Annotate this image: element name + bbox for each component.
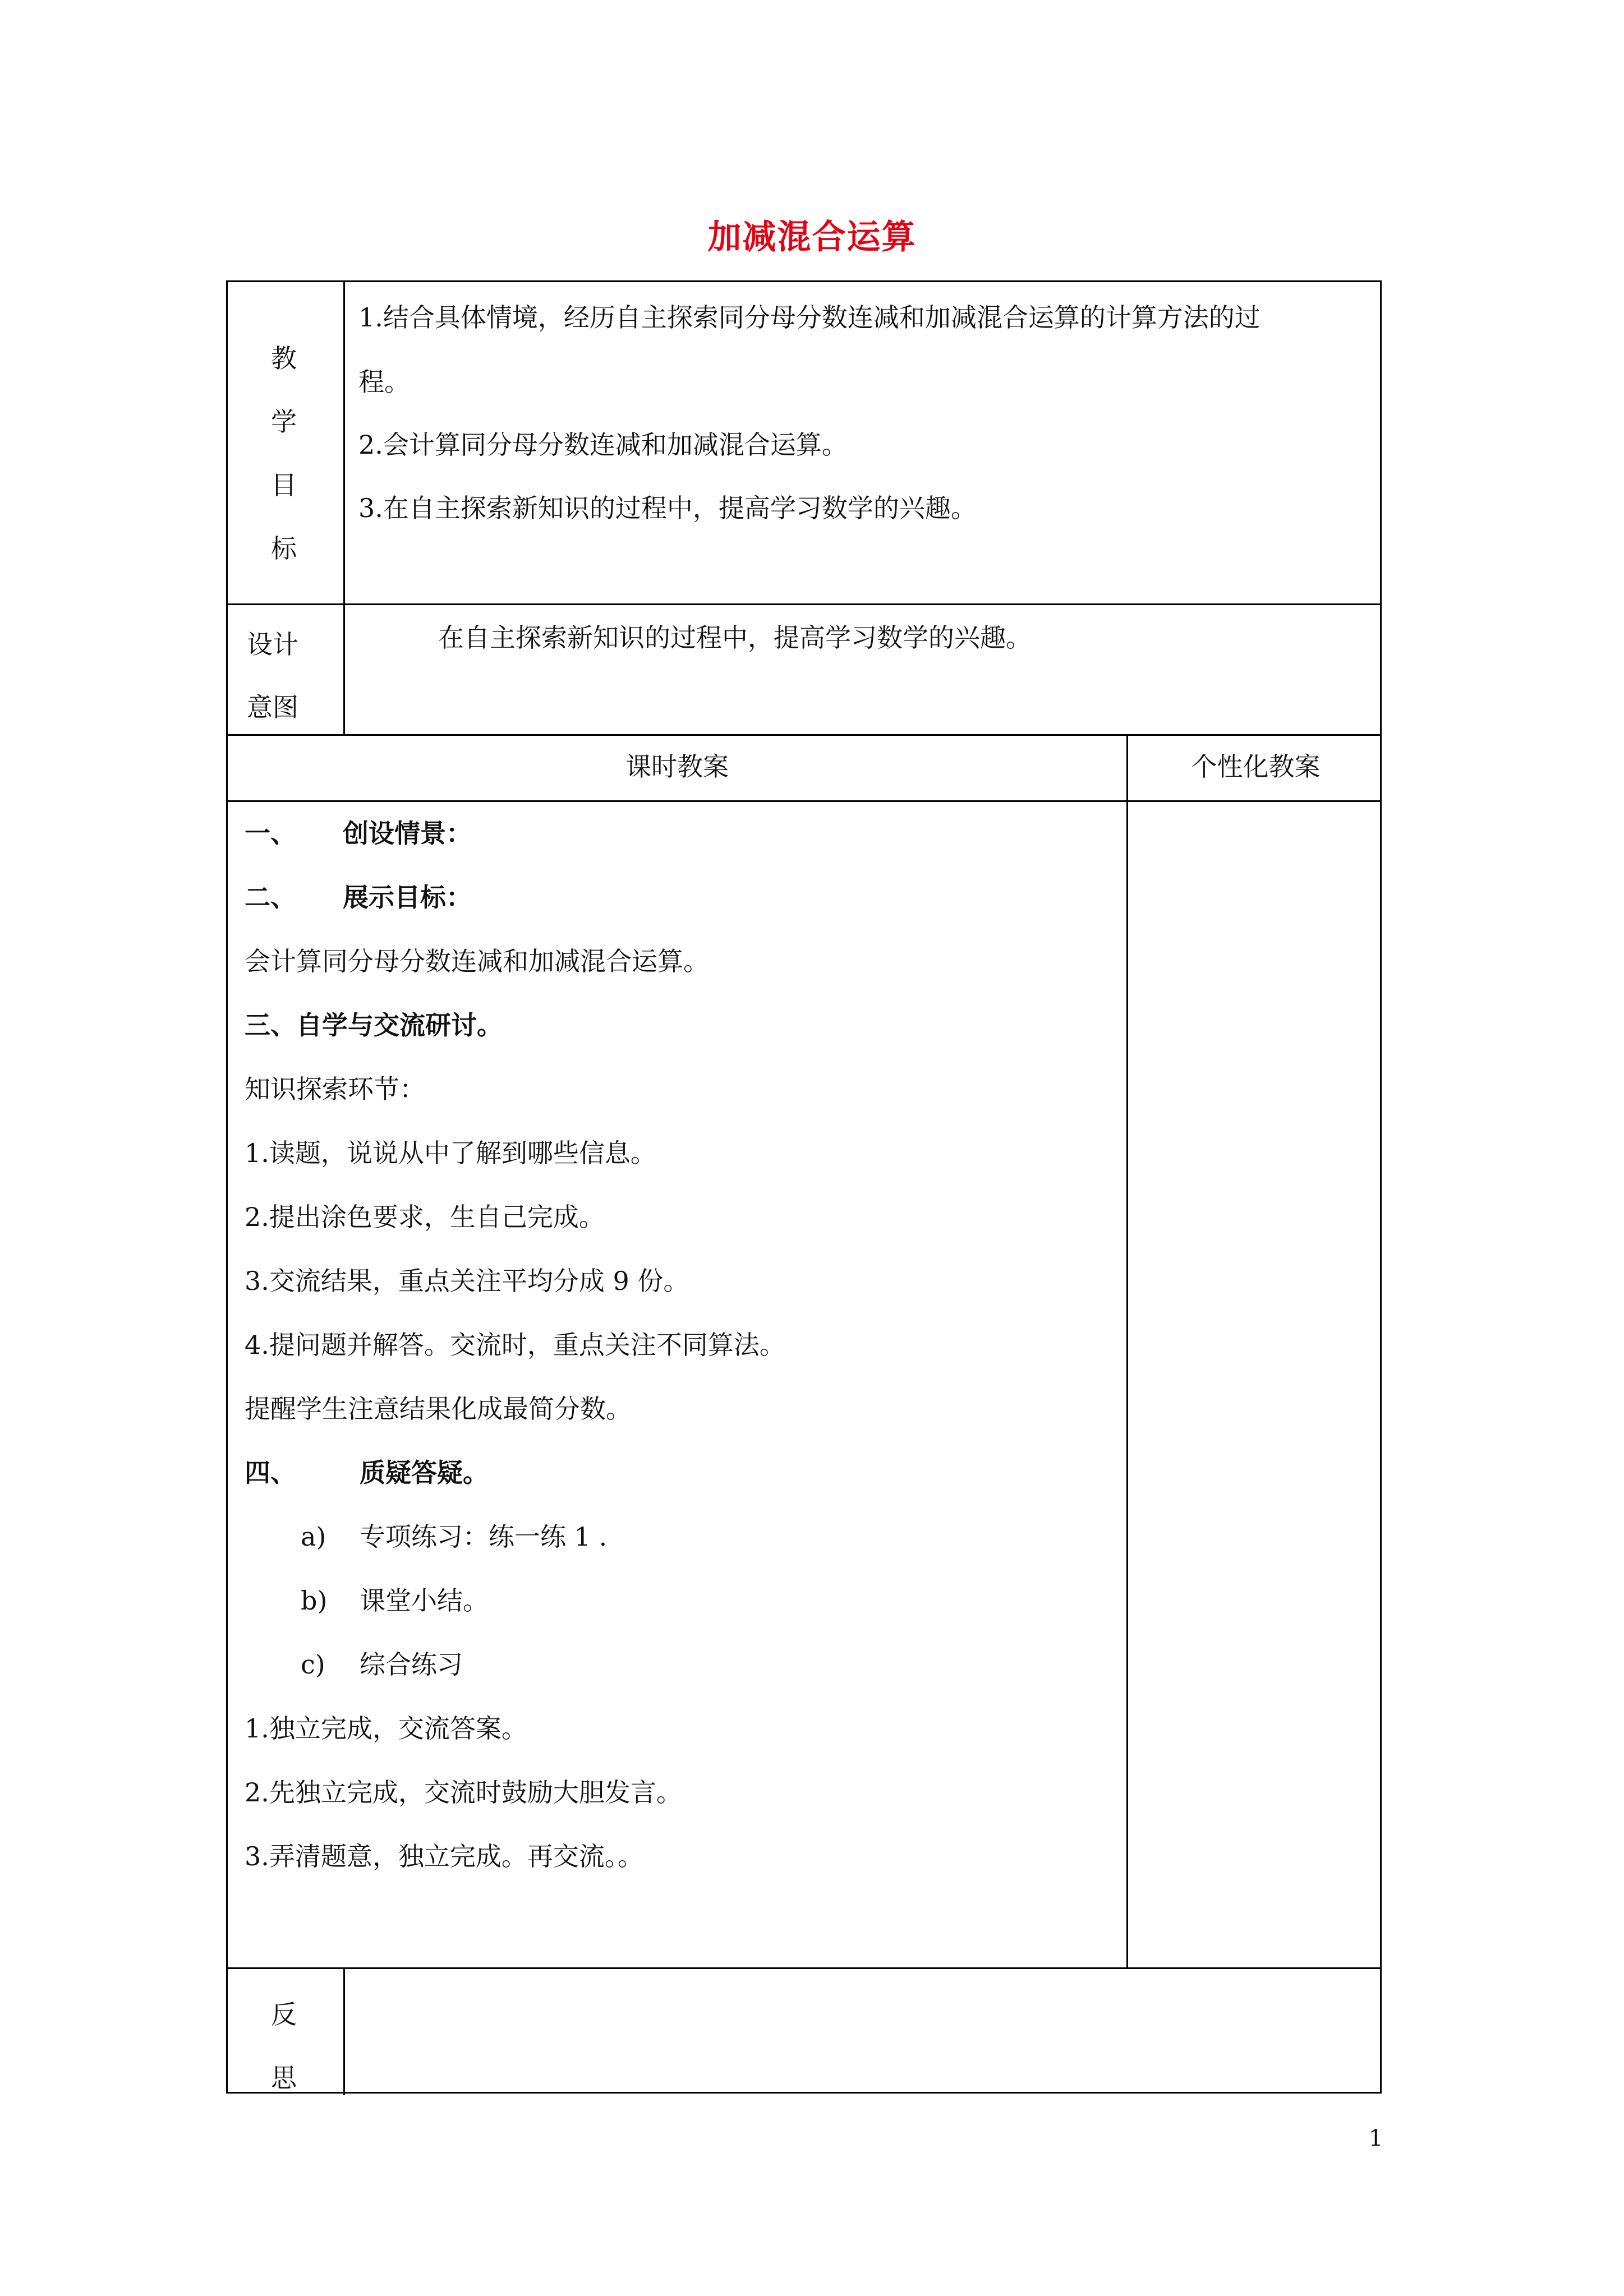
list-item: 2.先独立完成，交流时鼓励大胆发言。 xyxy=(245,1777,682,1808)
body-text: 知识探索环节： xyxy=(245,1074,425,1104)
list-item: 3.交流结果，重点关注平均分成 9 份。 xyxy=(245,1266,689,1296)
section-title: 展示目标： xyxy=(343,882,472,912)
section-number: 一、 xyxy=(245,818,296,849)
design-text: 在自主探索新知识的过程中，提高学习数学的兴趣。 xyxy=(438,623,1032,653)
section-number: 二、 xyxy=(245,882,296,912)
header-lesson-plan: 课时教案 xyxy=(625,751,729,782)
sub-item-marker: b) xyxy=(301,1585,328,1616)
body-text: 会计算同分母分数连减和加减混合运算。 xyxy=(245,946,709,976)
reflection-label: 反 思 xyxy=(271,1999,297,2093)
objectives-label: 教 学 目 标 xyxy=(271,343,297,564)
lesson-plan-table xyxy=(226,280,1382,2094)
objective-line: 2.会计算同分母分数连减和加减混合运算。 xyxy=(358,430,848,460)
row-divider xyxy=(228,734,1380,736)
section-title: 质疑答疑。 xyxy=(360,1458,489,1488)
row-divider xyxy=(228,800,1380,802)
section-title: 创设情景： xyxy=(343,818,472,849)
list-item: 4.提问题并解答。交流时，重点关注不同算法。 xyxy=(245,1330,785,1360)
column-divider xyxy=(343,282,345,734)
objective-line: 程。 xyxy=(358,367,410,397)
body-text: 提醒学生注意结果化成最简分数。 xyxy=(245,1394,632,1424)
column-divider xyxy=(1126,734,1128,1967)
document-title: 加减混合运算 xyxy=(707,218,917,257)
section-title: 三、自学与交流研讨。 xyxy=(245,1010,503,1040)
column-divider xyxy=(343,1967,345,2095)
sub-item: 综合练习 xyxy=(360,1649,463,1680)
row-divider xyxy=(228,603,1380,605)
list-item: 3.弄清题意，独立完成。再交流。。 xyxy=(245,1841,643,1871)
design-label: 设计 意图 xyxy=(247,629,298,722)
objective-line: 1.结合具体情境，经历自主探索同分母分数连减和加减混合运算的计算方法的过 xyxy=(358,302,1260,333)
section-number: 四、 xyxy=(245,1458,296,1488)
list-item: 2.提出涂色要求，生自己完成。 xyxy=(245,1202,605,1232)
sub-item-marker: a) xyxy=(301,1522,326,1552)
sub-item: 专项练习：练一练 1 . xyxy=(360,1522,608,1552)
list-item: 1.读题，说说从中了解到哪些信息。 xyxy=(245,1138,656,1168)
row-divider xyxy=(228,1967,1380,1969)
objective-line: 3.在自主探索新知识的过程中，提高学习数学的兴趣。 xyxy=(358,493,977,523)
sub-item: 课堂小结。 xyxy=(360,1585,489,1616)
header-personal-plan: 个性化教案 xyxy=(1191,751,1321,782)
list-item: 1.独立完成，交流答案。 xyxy=(245,1713,527,1744)
page-number: 1 xyxy=(1369,2126,1383,2151)
sub-item-marker: c) xyxy=(301,1649,325,1680)
